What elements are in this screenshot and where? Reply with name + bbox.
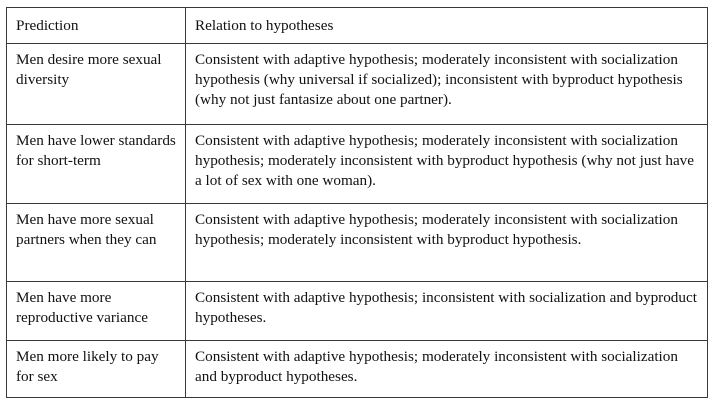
relation-cell: Consistent with adaptive hypothesis; moderately inconsistent with socialization hypothesis (why universal if socialized); inconsistent with byproduct hypothesis (why not just fantasize about one partner). bbox=[186, 44, 708, 125]
table-row bbox=[7, 125, 708, 204]
prediction-cell: Men more likely to pay for sex bbox=[7, 341, 186, 398]
header-prediction: Prediction bbox=[7, 8, 186, 44]
table-row bbox=[7, 204, 708, 282]
relation-cell: Consistent with adaptive hypothesis; moderately inconsistent with socialization hypothesis; moderately inconsistent with byproduct hypothesis (why not just have a lot of sex with one woman). bbox=[186, 125, 708, 204]
table-row bbox=[7, 282, 708, 341]
prediction-cell: Men have more sexual partners when they can bbox=[7, 204, 186, 282]
table-header-row bbox=[7, 8, 708, 44]
relation-cell: Consistent with adaptive hypothesis; moderately inconsistent with socialization hypothesis; moderately inconsistent with byproduct hypothesis. bbox=[186, 204, 708, 282]
relation-cell: Consistent with adaptive hypothesis; inconsistent with socialization and byproduct hypotheses. bbox=[186, 282, 708, 341]
prediction-cell: Men have lower standards for short-term bbox=[7, 125, 186, 204]
table-row bbox=[7, 341, 708, 398]
table-row bbox=[7, 44, 708, 125]
header-relation: Relation to hypotheses bbox=[186, 8, 708, 44]
hypotheses-table bbox=[6, 7, 708, 398]
hypotheses-table-container bbox=[6, 7, 707, 398]
relation-cell: Consistent with adaptive hypothesis; moderately inconsistent with socialization and byproduct hypotheses. bbox=[186, 341, 708, 398]
prediction-cell: Men have more reproductive variance bbox=[7, 282, 186, 341]
prediction-cell: Men desire more sexual diversity bbox=[7, 44, 186, 125]
